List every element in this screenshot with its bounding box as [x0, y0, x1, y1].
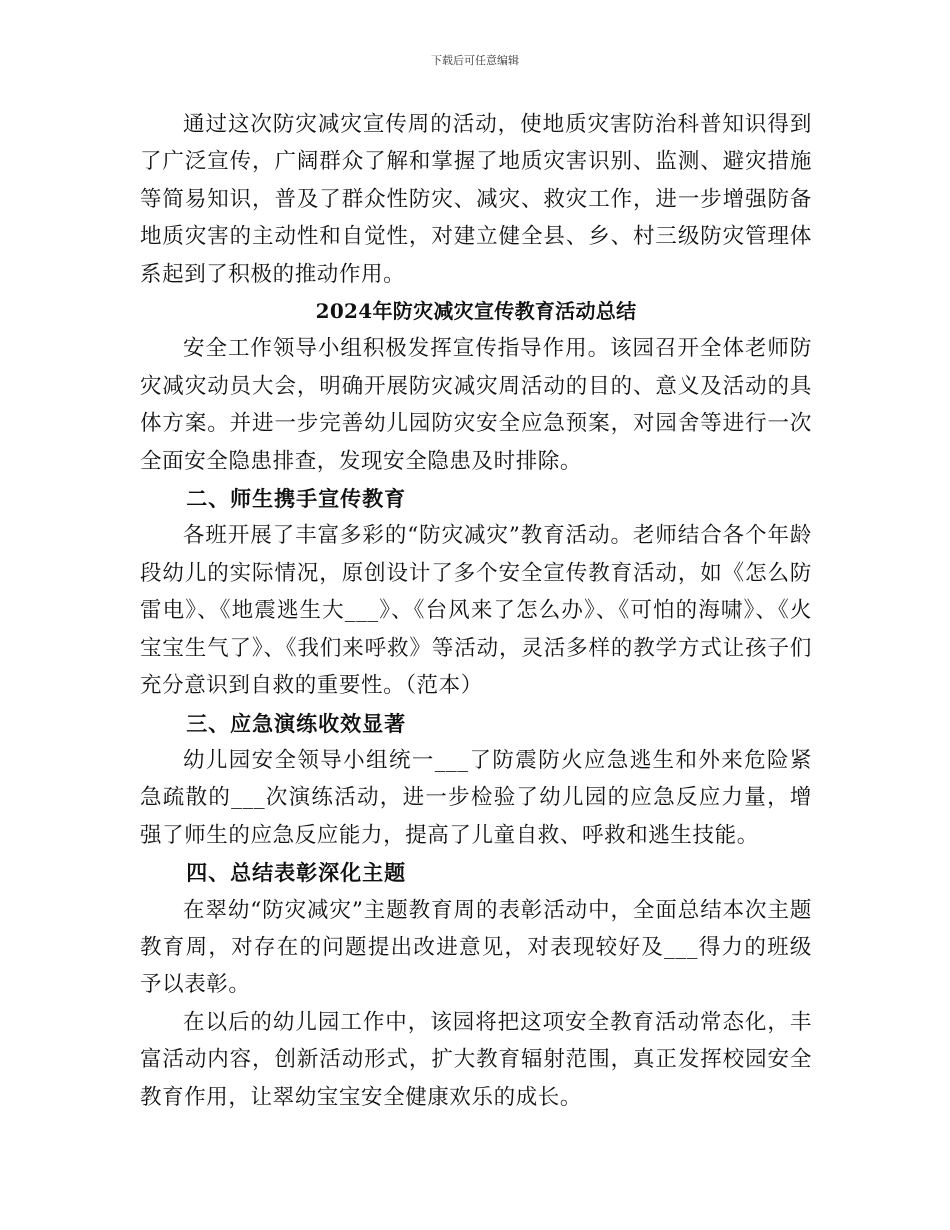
section-heading-4: 四、总结表彰深化主题 [186, 860, 407, 886]
paragraph-drill: 幼儿园安全领导小组统一___了防震防火应急逃生和外来危险紧急疏散的___次演练活动，进一步检验了幼儿园的应急反应力量，增强了师生的应急反应能力，提高了儿童自救、呼救和逃生技能。 [140, 747, 812, 848]
paragraph-commendation: 在翠幼“防灾减灾”主题教育周的表彰活动中，全面总结本次主题教育周，对存在的问题提出改进意见，对表现较好及___得力的班级予以表彰。 [140, 897, 812, 998]
intro-paragraph: 通过这次防灾减灾宣传周的活动，使地质灾害防治科普知识得到了广泛宣传，广阔群众了解和掌握了地质灾害识别、监测、避灾措施等简易知识，普及了群众性防灾、减灾、救灾工作，进一步增强防备地质灾害的主动性和自觉性，对建立健全县、乡、村三级防灾管理体系起到了积极的推动作用。 [140, 112, 812, 287]
paragraph-leadership: 安全工作领导小组积极发挥宣传指导作用。该园召开全体老师防灾减灾动员大会，明确开展防灾减灾周活动的目的、意义及活动的具体方案。并进一步完善幼儿园防灾安全应急预案，对园舍等进行一次全面安全隐患排查，发现安全隐患及时排除。 [140, 336, 812, 474]
paragraph-future: 在以后的幼儿园工作中，该园将把这项安全教育活动常态化，丰富活动内容，创新活动形式，扩大教育辐射范围，真正发挥校园安全教育作用，让翠幼宝宝安全健康欢乐的成长。 [140, 1009, 812, 1110]
section-heading-2: 二、师生携手宣传教育 [186, 486, 407, 512]
document-body [140, 106, 812, 1116]
document-title: 2024年防灾减灾宣传教育活动总结 [315, 299, 637, 324]
paragraph-education: 各班开展了丰富多彩的“防灾减灾”教育活动。老师结合各个年龄段幼儿的实际情况，原创设计了多个安全宣传教育活动，如《怎么防雷电》、《地震逃生大___》、《台风来了怎么办》、《可怕的海啸》、《火宝宝生气了》、《我们来呼救》等活动，灵活多样的教学方式让孩子们充分意识到自救的重要性。（范本） [140, 523, 812, 699]
page-header: 下载后可任意编辑 [431, 54, 519, 67]
section-heading-3: 三、应急演练收效显著 [186, 710, 407, 736]
